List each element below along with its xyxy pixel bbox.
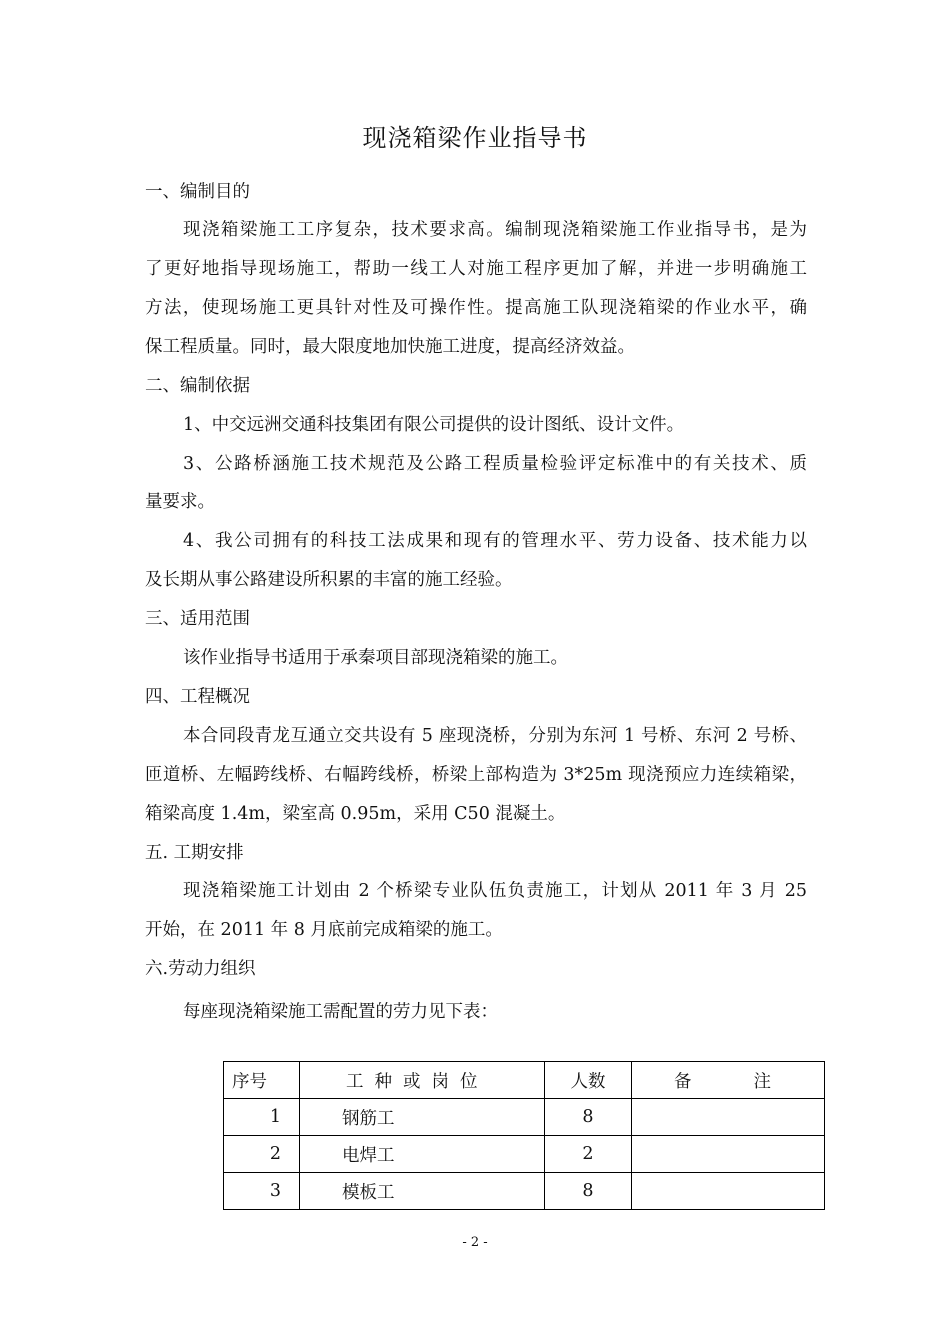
labor-table [223, 1061, 825, 1210]
cell-count: 8 [545, 1099, 632, 1136]
header-note-a: 备 [674, 1071, 692, 1092]
section-heading: 六.劳动力组织 [145, 959, 256, 979]
page-number: - 2 - [462, 1235, 488, 1250]
cell-count: 2 [545, 1136, 632, 1173]
paragraph-line: 量要求。 [145, 492, 215, 512]
paragraph-line: 现浇箱梁施工工序复杂，技术要求高。编制现浇箱梁施工作业指导书，是为 [183, 220, 807, 240]
paragraph-line: 方法，使现场施工更具针对性及可操作性。提高施工队现浇箱梁的作业水平，确 [145, 298, 807, 318]
paragraph-line: 及长期从事公路建设所积累的丰富的施工经验。 [145, 570, 513, 590]
header-no: 序号 [224, 1062, 300, 1099]
section-heading: 二、编制依据 [145, 376, 250, 396]
cell-count: 8 [545, 1173, 632, 1210]
cell-no: 2 [224, 1136, 300, 1173]
paragraph-line: 每座现浇箱梁施工需配置的劳力见下表： [183, 1002, 498, 1022]
paragraph-line: 匝道桥、左幅跨线桥、右幅跨线桥，桥梁上部构造为 3*25m 现浇预应力连续箱梁， [145, 765, 807, 785]
paragraph-line: 开始，在 2011 年 8 月底前完成箱梁的施工。 [145, 920, 503, 940]
cell-note [632, 1099, 825, 1136]
cell-no: 3 [224, 1173, 300, 1210]
header-count: 人数 [545, 1062, 632, 1099]
page-title: 现浇箱梁作业指导书 [362, 124, 588, 152]
cell-note [632, 1136, 825, 1173]
section-heading: 三、适用范围 [145, 609, 250, 629]
paragraph-line: 1、中交远洲交通科技集团有限公司提供的设计图纸、设计文件。 [183, 415, 685, 435]
cell-job: 电焊工 [300, 1136, 545, 1173]
table-row [224, 1099, 825, 1136]
paragraph-line: 3、公路桥涵施工技术规范及公路工程质量检验评定标准中的有关技术、质 [183, 454, 807, 474]
cell-job: 模板工 [300, 1173, 545, 1210]
header-note [632, 1062, 825, 1099]
cell-job: 钢筋工 [300, 1099, 545, 1136]
paragraph-line: 4、我公司拥有的科技工法成果和现有的管理水平、劳力设备、技术能力以 [183, 531, 807, 551]
paragraph-line: 箱梁高度 1.4m，梁室高 0.95m，采用 C50 混凝土。 [145, 804, 566, 824]
header-note-b: 注 [753, 1071, 771, 1092]
paragraph-line: 保工程质量。同时，最大限度地加快施工进度，提高经济效益。 [145, 337, 635, 357]
table-row [224, 1136, 825, 1173]
cell-note [632, 1173, 825, 1210]
paragraph-line: 现浇箱梁施工计划由 2 个桥梁专业队伍负责施工，计划从 2011 年 3 月 25 [183, 881, 807, 901]
header-job: 工种或岗位 [300, 1062, 545, 1099]
paragraph-line: 本合同段青龙互通立交共设有 5 座现浇桥，分别为东河 1 号桥、东河 2 号桥、 [183, 726, 807, 746]
paragraph-line: 了更好地指导现场施工，帮助一线工人对施工程序更加了解，并进一步明确施工 [145, 259, 807, 279]
section-heading: 四、工程概况 [145, 687, 250, 707]
cell-no: 1 [224, 1099, 300, 1136]
paragraph-line: 该作业指导书适用于承秦项目部现浇箱梁的施工。 [183, 648, 568, 668]
table-row [224, 1173, 825, 1210]
table-header-row [224, 1062, 825, 1099]
section-heading: 五. 工期安排 [145, 843, 244, 863]
section-heading: 一、编制目的 [145, 182, 250, 202]
